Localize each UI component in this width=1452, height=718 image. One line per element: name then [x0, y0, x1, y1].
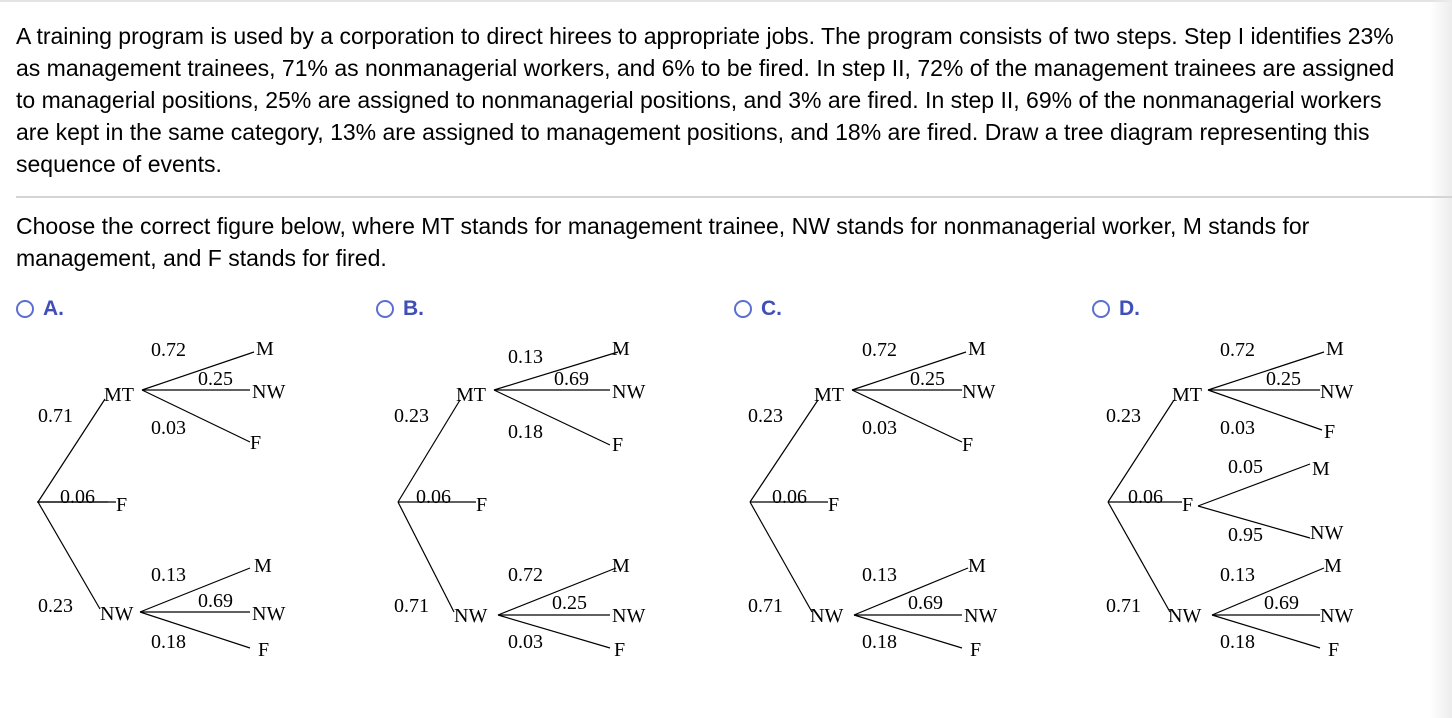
option-c-radio[interactable] [734, 294, 782, 324]
prob-label: 0.18 [862, 631, 897, 653]
node-label: NW [962, 381, 996, 403]
prob-label: 0.69 [198, 590, 233, 612]
node-label: F [1328, 639, 1340, 660]
prob-label: 0.06 [772, 486, 807, 508]
option-d-radio[interactable] [1092, 294, 1140, 324]
prob-label: 0.05 [1228, 456, 1263, 478]
node-label: F [1324, 421, 1336, 443]
node-label: NW [252, 603, 286, 625]
node-label: NW [612, 605, 646, 627]
prob-label: 0.25 [1266, 368, 1301, 390]
prob-label: 0.06 [1128, 486, 1163, 508]
section-divider [16, 196, 1452, 198]
prob-label: 0.69 [554, 368, 589, 390]
node-label: NW [964, 605, 998, 627]
node-label: NW [1320, 381, 1354, 403]
node-label: M [1326, 338, 1344, 360]
node-label: M [612, 555, 630, 577]
option-a-radio[interactable] [16, 294, 64, 324]
prob-label: 0.13 [151, 564, 186, 586]
option-b-radio[interactable] [376, 294, 424, 324]
node-label: M [968, 338, 986, 360]
prob-label: 0.23 [1106, 405, 1141, 427]
prob-label: 0.03 [508, 631, 543, 653]
prob-label: 0.03 [1220, 417, 1255, 439]
node-label: M [968, 555, 986, 577]
node-label: NW [810, 605, 844, 627]
prob-label: 0.18 [508, 421, 543, 443]
radio-circle-icon[interactable] [16, 300, 34, 318]
prob-label: 0.25 [910, 368, 945, 390]
prob-label: 0.03 [862, 417, 897, 439]
prob-label: 0.18 [1220, 631, 1255, 653]
node-label: NW [612, 381, 646, 403]
prob-label: 0.13 [508, 346, 543, 368]
node-label: M [256, 338, 274, 360]
node-label: MT [456, 384, 486, 406]
node-label: F [828, 494, 840, 516]
node-label: F [970, 639, 982, 660]
node-label: MT [104, 384, 134, 406]
node-label: MT [1172, 384, 1202, 406]
prob-label: 0.13 [1220, 564, 1255, 586]
node-label: F [250, 432, 262, 454]
prob-label: 0.72 [508, 564, 543, 586]
node-label: F [1182, 494, 1194, 516]
prob-label: 0.25 [552, 592, 587, 614]
node-label: F [116, 494, 128, 516]
option-d-tree-diagram [1070, 330, 1400, 660]
node-label: NW [1310, 522, 1344, 544]
radio-circle-icon[interactable] [376, 300, 394, 318]
prob-label: 0.13 [862, 564, 897, 586]
node-label: M [612, 338, 630, 360]
node-label: NW [1320, 605, 1354, 627]
prob-label: 0.69 [908, 592, 943, 614]
node-label: M [1324, 555, 1342, 577]
prob-label: 0.06 [416, 486, 451, 508]
node-label: F [258, 639, 270, 660]
prob-label: 0.95 [1228, 524, 1263, 546]
node-label: MT [814, 384, 844, 406]
node-label: M [1312, 458, 1330, 480]
node-label: F [476, 494, 488, 516]
option-letter: A. [43, 297, 64, 320]
radio-circle-icon[interactable] [734, 300, 752, 318]
prob-label: 0.69 [1264, 592, 1299, 614]
instruction-text: Choose the correct figure below, where MT stands for management trainee, NW stands for nonmanagerial worker, M stands for management, and F stands for fired. [16, 213, 1310, 271]
option-a-tree-diagram [0, 330, 330, 660]
prob-label: 0.71 [1106, 595, 1141, 617]
prob-label: 0.23 [38, 595, 73, 617]
node-label: M [254, 555, 272, 577]
node-label: F [612, 434, 624, 456]
option-c-tree-diagram [712, 330, 1052, 660]
prob-label: 0.06 [60, 486, 95, 508]
prob-label: 0.23 [394, 405, 429, 427]
top-border [0, 0, 1452, 2]
node-label: F [962, 434, 974, 456]
radio-circle-icon[interactable] [1092, 300, 1110, 318]
prob-label: 0.23 [748, 405, 783, 427]
prob-label: 0.18 [151, 631, 186, 653]
prob-label: 0.71 [748, 595, 783, 617]
prob-label: 0.72 [1220, 339, 1255, 361]
node-label: NW [454, 605, 488, 627]
prob-label: 0.71 [38, 405, 73, 427]
option-letter: D. [1119, 297, 1140, 320]
option-letter: B. [403, 297, 424, 320]
scroll-edge [1430, 0, 1452, 718]
branch-line [38, 502, 100, 609]
node-label: F [614, 639, 626, 660]
prob-label: 0.72 [862, 339, 897, 361]
node-label: NW [1168, 605, 1202, 627]
node-label: NW [252, 381, 286, 403]
prob-label: 0.03 [151, 417, 186, 439]
prob-label: 0.25 [198, 368, 233, 390]
prob-label: 0.71 [394, 595, 429, 617]
option-b-tree-diagram [360, 330, 700, 660]
question-text: A training program is used by a corporation to direct hirees to appropriate jobs. The program consists of two steps. Step I identifies 23% as management trainees, 71% as nonmanagerial workers, and 6% to be fired. In step II, 72% of the management trainees are assigned to managerial positions, 25% are assigned to nonmanagerial positions, and 3% are fired. In step II, 69% of the nonmanagerial workers are kept in the same category, 13% are assigned to management positions, and 18% are fired. Draw a tree diagram representing this sequence of events. [16, 23, 1395, 177]
prob-label: 0.72 [151, 339, 186, 361]
node-label: NW [100, 603, 134, 625]
option-letter: C. [761, 297, 782, 320]
